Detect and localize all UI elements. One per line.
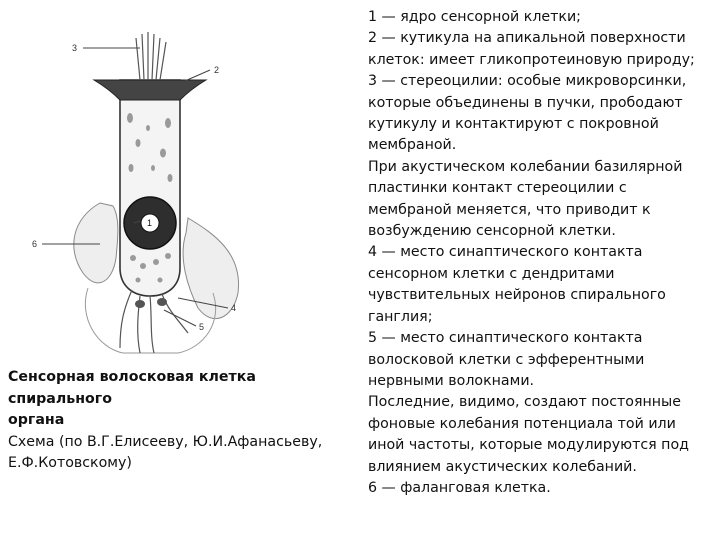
figure-label-5: 5: [199, 322, 205, 332]
hair-cell-body: [120, 80, 180, 296]
figure-label-6: 6: [32, 239, 38, 249]
legend-line: возбуждению сенсорной клетки.: [368, 223, 616, 240]
legend-line: которые объединены в пучки, прободают: [368, 94, 683, 111]
figure-label-3: 3: [72, 43, 78, 53]
legend-line: Последние, видимо, создают постоянные: [368, 394, 681, 411]
legend-line: волосковой клетки с эфферентными: [368, 351, 645, 368]
legend-line: кутикулу и контактируют с покровной: [368, 116, 659, 133]
legend-line: фоновые колебания потенциала той или: [368, 415, 676, 432]
legend-line: иной частоты, которые модулируются под: [368, 437, 689, 454]
stereocilia: [136, 32, 166, 80]
figure-label-1: 1: [147, 218, 153, 228]
phalangeal-cell-left: [74, 203, 118, 283]
legend-line: мембраной меняется, что приводит к: [368, 201, 651, 218]
legend-line: нервными волокнами.: [368, 372, 535, 389]
legend-line: 4 — место синаптического контакта: [368, 244, 643, 261]
caption-title-line-1: Сенсорная волосковая клетка спирального: [8, 369, 256, 407]
legend-line: 6 — фаланговая клетка.: [368, 479, 551, 496]
caption-source-line-2: Е.Ф.Котовскому): [8, 455, 132, 471]
legend-line: клеток: имеет гликопротеиновую природу;: [368, 51, 695, 68]
legend-line: ганглия;: [368, 308, 433, 325]
figure-label-4: 4: [231, 303, 237, 313]
cuticle: [94, 80, 206, 100]
figure-caption: [8, 367, 353, 475]
legend-line: 5 — место синаптического контакта: [368, 330, 643, 347]
hair-cell-diagram: [28, 18, 273, 360]
legend-line: пластинки контакт стереоцилии с: [368, 180, 627, 197]
legend-line: 1 — ядро сенсорной клетки;: [368, 9, 581, 25]
legend-line: сенсорном клетки с дендритами: [368, 265, 615, 282]
legend-line: мембраной.: [368, 137, 457, 154]
legend-line: влиянием акустических колебаний.: [368, 458, 637, 475]
legend-line: 3 — стереоцилии: особые микроворсинки,: [368, 73, 687, 90]
hair-cell-illustration: [28, 18, 273, 360]
caption-source-line-1: Схема (по В.Г.Елисееву, Ю.И.Афанасьеву,: [8, 433, 323, 450]
legend-line: 2 — кутикула на апикальной поверхности: [368, 30, 686, 47]
figure-label-2: 2: [214, 65, 220, 75]
legend-text: [368, 7, 716, 499]
nerve-fibers: [120, 290, 188, 353]
legend-line: При акустическом колебании базилярной: [368, 158, 683, 175]
caption-title-line-2: органа: [8, 412, 65, 428]
legend-line: чувствительных нейронов спирального: [368, 287, 666, 304]
